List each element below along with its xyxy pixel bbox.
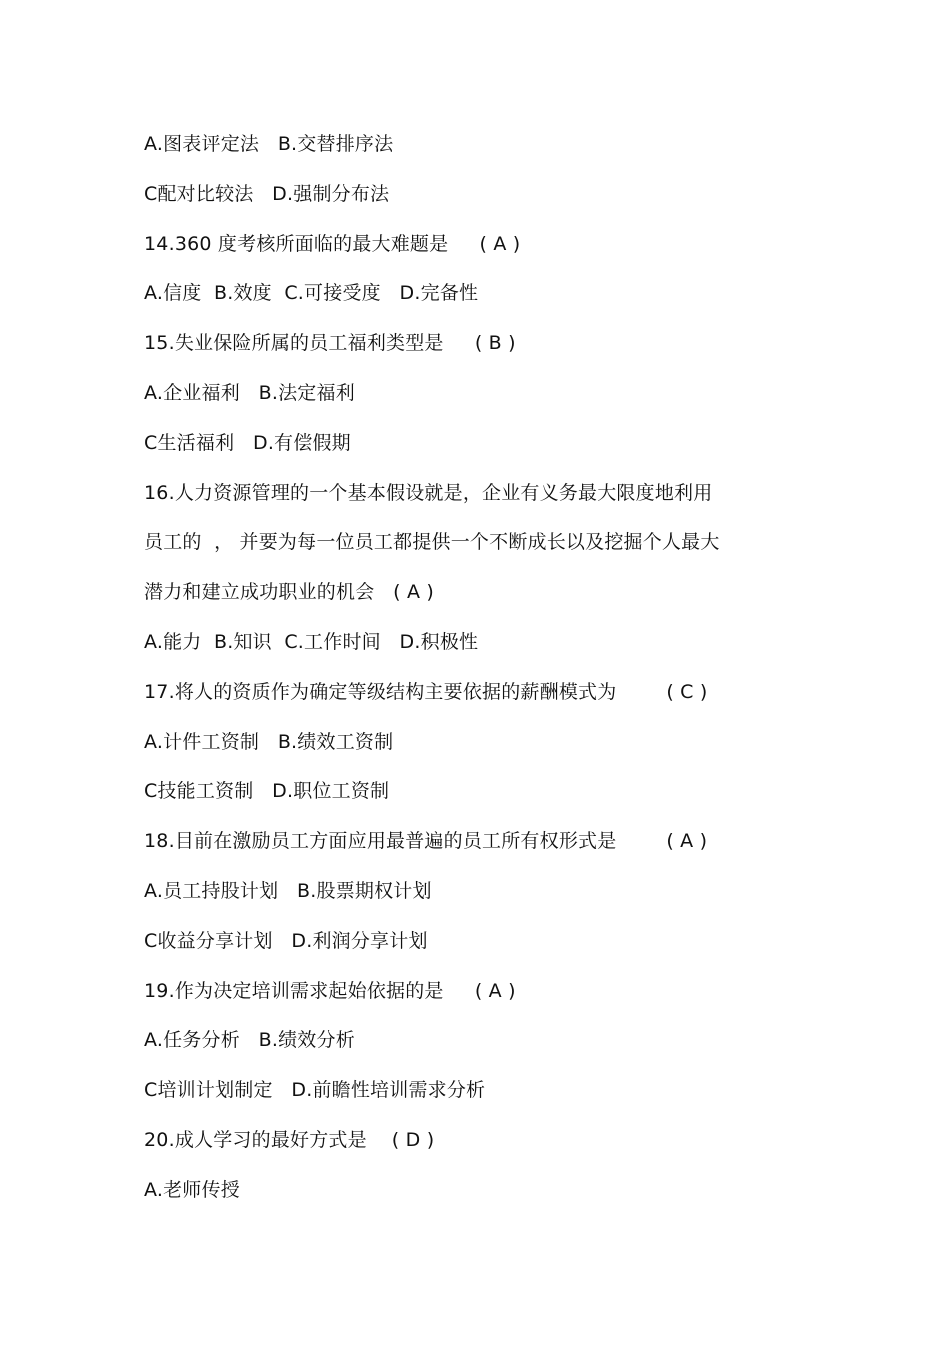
option-line: C收益分享计划 D.利润分享计划 <box>144 929 428 952</box>
question-14: 14.360 度考核所面临的最大难题是 ( A ) <box>144 232 521 255</box>
question-19: 19.作为决定培训需求起始依据的是 ( A ) <box>144 979 516 1002</box>
option-line: A.信度 B.效度 C.可接受度 D.完备性 <box>144 282 479 305</box>
question-15: 15.失业保险所属的员工福利类型是 ( B ) <box>144 332 516 355</box>
option-line: A.能力 B.知识 C.工作时间 D.积极性 <box>144 630 479 653</box>
question-list <box>144 126 844 1222</box>
question-17: 17.将人的资质作为确定等级结构主要依据的薪酬模式为 ( C ) <box>144 680 708 703</box>
question-16-continued: 员工的 ， 并要为每一位员工都提供一个不断成长以及挖掘个人最大 <box>144 531 720 554</box>
option-line: C生活福利 D.有偿假期 <box>144 431 351 454</box>
option-line: C培训计划制定 D.前瞻性培训需求分析 <box>144 1079 486 1102</box>
question-18: 18.目前在激励员工方面应用最普遍的员工所有权形式是 ( A ) <box>144 830 708 853</box>
option-line: A.老师传授 <box>144 1178 240 1201</box>
option-line: C配对比较法 D.强制分布法 <box>144 182 390 205</box>
option-line: A.企业福利 B.法定福利 <box>144 381 355 404</box>
question-16-continued: 潜力和建立成功职业的机会 ( A ) <box>144 581 435 604</box>
option-line: A.计件工资制 B.绩效工资制 <box>144 730 394 753</box>
question-20: 20.成人学习的最好方式是 ( D ) <box>144 1128 435 1151</box>
question-16: 16.人力资源管理的一个基本假设就是，企业有义务最大限度地利用 <box>144 481 713 504</box>
option-line: C技能工资制 D.职位工资制 <box>144 780 390 803</box>
option-line: A.任务分析 B.绩效分析 <box>144 1029 355 1052</box>
option-line: A.员工持股计划 B.股票期权计划 <box>144 879 432 902</box>
option-line: A.图表评定法 B.交替排序法 <box>144 133 394 155</box>
